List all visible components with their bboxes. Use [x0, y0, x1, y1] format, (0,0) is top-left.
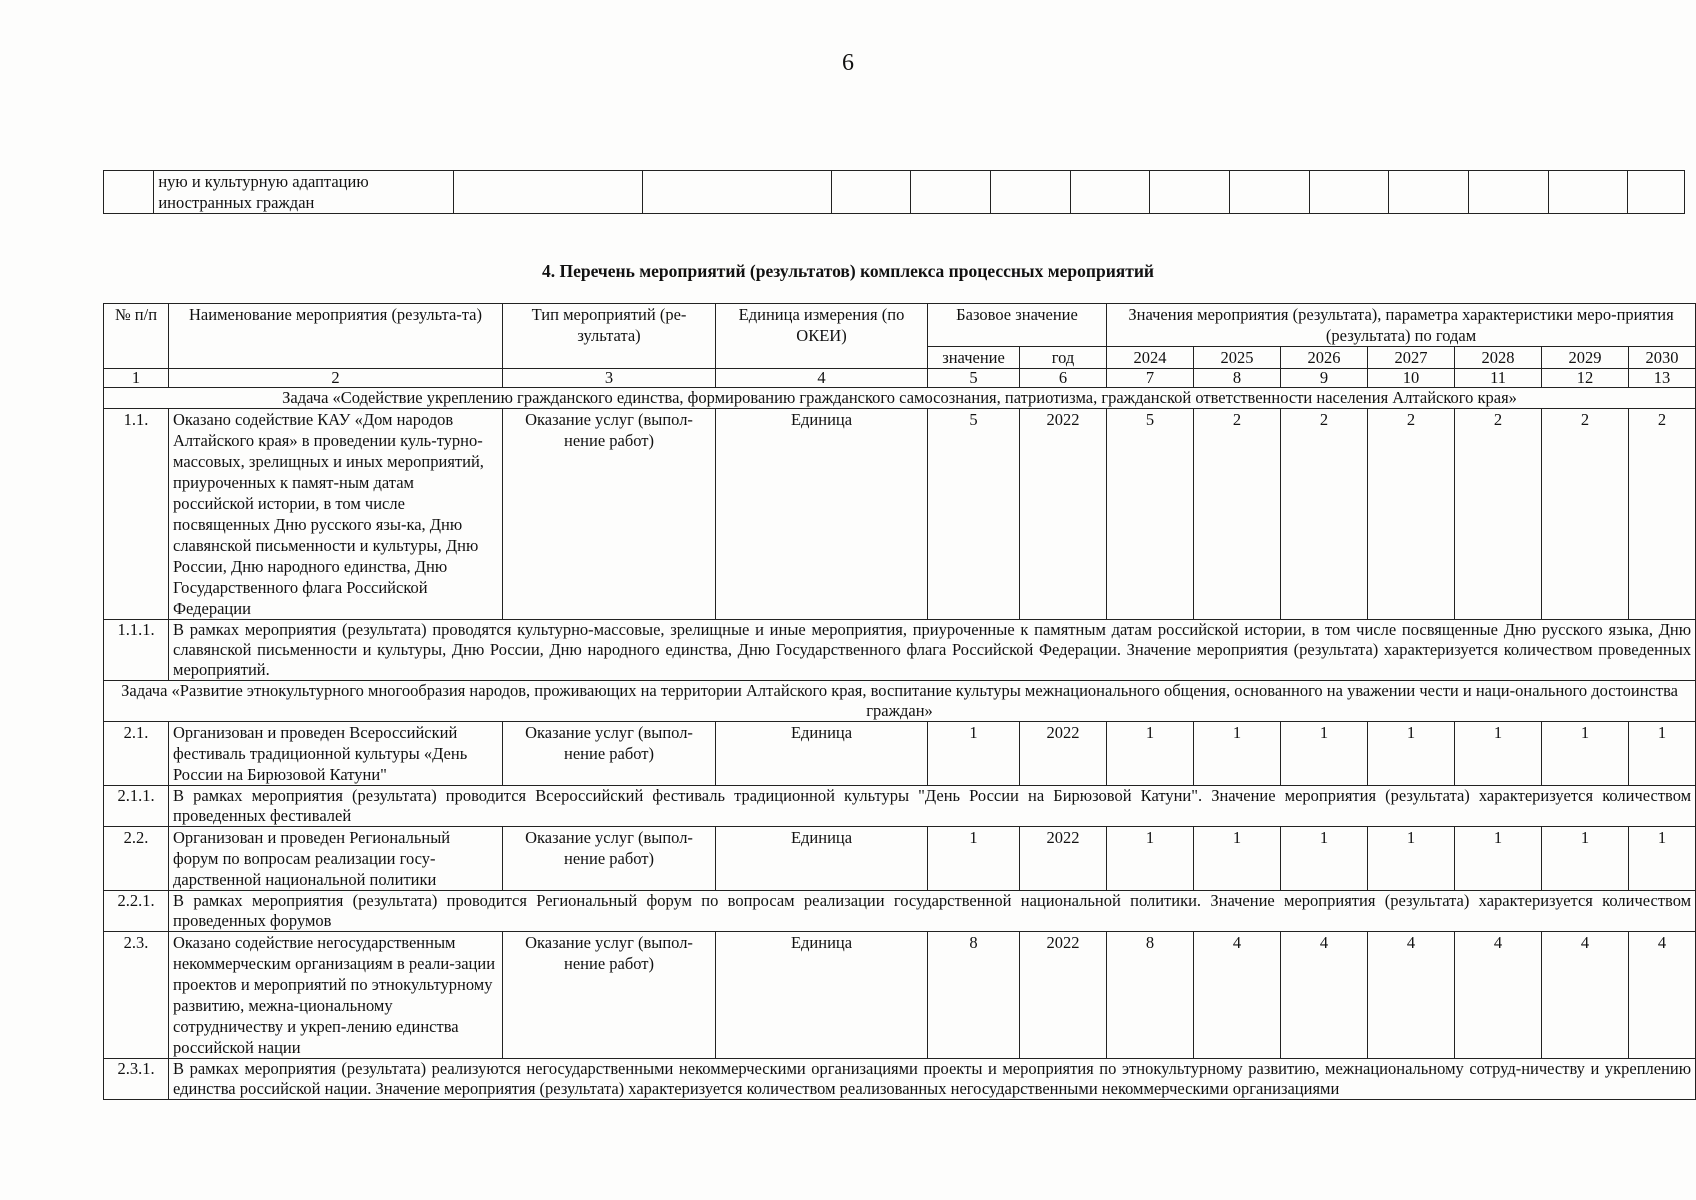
column-number: 2: [169, 369, 503, 388]
event-year-value: 1: [1281, 722, 1368, 786]
event-year-value: 1: [1455, 722, 1542, 786]
header-unit: Единица измерения (по ОКЕИ): [716, 304, 928, 369]
description-row: [104, 620, 1696, 681]
task-title: Задача «Развитие этнокультурного многообразия народов, проживающих на территории Алтайского края, воспитание культуры межнационального общения, основанного на уважении чести и наци-онального достоинства граждан»: [104, 681, 1696, 722]
event-year-value: 2: [1194, 409, 1281, 620]
column-number: 1: [104, 369, 169, 388]
column-number: 12: [1542, 369, 1629, 388]
event-base-value: 1: [928, 827, 1020, 891]
event-year-value: 1: [1629, 722, 1696, 786]
header-base-year: год: [1020, 347, 1107, 369]
event-base-value: 1: [928, 722, 1020, 786]
header-year: 2027: [1368, 347, 1455, 369]
column-number: 6: [1020, 369, 1107, 388]
description-row: [104, 786, 1696, 827]
event-year-value: 5: [1107, 409, 1194, 620]
event-year-value: 1: [1281, 827, 1368, 891]
event-year-value: 4: [1194, 932, 1281, 1059]
event-year-value: 1: [1107, 827, 1194, 891]
event-row: [104, 722, 1696, 786]
event-type: Оказание услуг (выпол-нение работ): [503, 827, 716, 891]
column-numbers-row: [104, 369, 1696, 388]
header-year: 2028: [1455, 347, 1542, 369]
description-text: В рамках мероприятия (результата) проводится Всероссийский фестиваль традиционной культуры "День России на Бирюзовой Катуни". Значение мероприятия (результата) характеризуется количеством проведенных фестивалей: [169, 786, 1696, 827]
event-year-value: 1: [1542, 827, 1629, 891]
event-unit: Единица: [716, 827, 928, 891]
event-type: Оказание услуг (выпол-нение работ): [503, 722, 716, 786]
column-number: 7: [1107, 369, 1194, 388]
event-year-value: 4: [1455, 932, 1542, 1059]
event-base-year: 2022: [1020, 409, 1107, 620]
event-base-year: 2022: [1020, 932, 1107, 1059]
column-number: 9: [1281, 369, 1368, 388]
event-num: 2.1.: [104, 722, 169, 786]
column-number: 3: [503, 369, 716, 388]
event-year-value: 2: [1455, 409, 1542, 620]
event-type: Оказание услуг (выпол-нение работ): [503, 409, 716, 620]
column-number: 5: [928, 369, 1020, 388]
header-type: Тип мероприятий (ре-зультата): [503, 304, 716, 369]
description-num: 1.1.1.: [104, 620, 169, 681]
description-num: 2.2.1.: [104, 891, 169, 932]
column-number: 10: [1368, 369, 1455, 388]
event-year-value: 4: [1368, 932, 1455, 1059]
description-row: [104, 1059, 1696, 1100]
section-title: 4. Перечень мероприятий (результатов) комплекса процессных мероприятий: [541, 261, 1155, 281]
header-year: 2024: [1107, 347, 1194, 369]
header-name: Наименование мероприятия (результа-та): [169, 304, 503, 369]
header-num: № п/п: [104, 304, 169, 369]
event-row: [104, 409, 1696, 620]
event-year-value: 4: [1629, 932, 1696, 1059]
column-number: 11: [1455, 369, 1542, 388]
description-text: В рамках мероприятия (результата) реализуются негосударственными некоммерческими организациями проекты и мероприятия по этнокультурному развитию, межнациональному сотруд-ничеству и укреплению единства российской нации. Значение мероприятия (результата) характеризуется количеством реализованных негосударственными некоммерческими организациями: [169, 1059, 1696, 1100]
column-number: 8: [1194, 369, 1281, 388]
task-row: [104, 681, 1696, 722]
event-unit: Единица: [716, 409, 928, 620]
event-base-value: 5: [928, 409, 1020, 620]
event-name: Организован и проведен Всероссийский фестиваль традиционной культуры «День России на Бирюзовой Катуни": [169, 722, 503, 786]
event-year-value: 1: [1455, 827, 1542, 891]
event-base-year: 2022: [1020, 722, 1107, 786]
event-year-value: 2: [1281, 409, 1368, 620]
event-year-value: 1: [1542, 722, 1629, 786]
event-type: Оказание услуг (выпол-нение работ): [503, 932, 716, 1059]
description-text: В рамках мероприятия (результата) проводится Региональный форум по вопросам реализации государственной национальной политики. Значение мероприятия (результата) характеризуется количеством проведенных форумов: [169, 891, 1696, 932]
header-year: 2029: [1542, 347, 1629, 369]
header-base-value: значение: [928, 347, 1020, 369]
column-number: 13: [1629, 369, 1696, 388]
event-name: Оказано содействие негосударственным некоммерческим организациям в реали-зации проектов и мероприятий по этнокультурному развитию, межна-циональному сотрудничеству и укреп-лению единства российской нации: [169, 932, 503, 1059]
event-year-value: 1: [1368, 827, 1455, 891]
description-row: [104, 891, 1696, 932]
header-year: 2025: [1194, 347, 1281, 369]
description-text: В рамках мероприятия (результата) проводятся культурно-массовые, зрелищные и иные мероприятия, приуроченные к памятным датам российской истории, в том числе посвященные Дню русского языка, Дню славянской письменности и культуры, Дню России, Дню народного единства, Дню Государственного флага Российской Федерации. Значение мероприятия (результата) характеризуется количеством проведенных мероприятий.: [169, 620, 1696, 681]
page-number: 6: [842, 50, 854, 76]
event-year-value: 2: [1368, 409, 1455, 620]
event-year-value: 8: [1107, 932, 1194, 1059]
event-year-value: 1: [1194, 827, 1281, 891]
continuation-row: [104, 171, 1685, 214]
event-unit: Единица: [716, 722, 928, 786]
continuation-table: [103, 170, 1685, 214]
task-title: Задача «Содействие укреплению гражданского единства, формированию гражданского самосознания, патриотизма, гражданской ответственности населения Алтайского края»: [104, 388, 1696, 409]
header-year: 2026: [1281, 347, 1368, 369]
event-year-value: 4: [1542, 932, 1629, 1059]
event-base-value: 8: [928, 932, 1020, 1059]
event-row: [104, 932, 1696, 1059]
column-number: 4: [716, 369, 928, 388]
continuation-name-cell: ную и культурную адаптацию иностранных граждан: [154, 171, 454, 214]
event-year-value: 2: [1629, 409, 1696, 620]
event-year-value: 1: [1194, 722, 1281, 786]
event-year-value: 4: [1281, 932, 1368, 1059]
event-year-value: 1: [1107, 722, 1194, 786]
event-year-value: 1: [1629, 827, 1696, 891]
event-year-value: 1: [1368, 722, 1455, 786]
description-num: 2.1.1.: [104, 786, 169, 827]
event-base-year: 2022: [1020, 827, 1107, 891]
event-unit: Единица: [716, 932, 928, 1059]
event-name: Оказано содействие КАУ «Дом народов Алтайского края» в проведении куль-турно-массовых, зрелищных и иных мероприятий, приуроченных к памят-ным датам российской истории, в том числе посвященных Дню русского язы-ка, Дню славянской письменности и культуры, Дню России, Дню народного единства, Дню Государственного флага Российской Федерации: [169, 409, 503, 620]
header-row: [104, 304, 1696, 347]
event-num: 2.3.: [104, 932, 169, 1059]
task-row: [104, 388, 1696, 409]
event-year-value: 2: [1542, 409, 1629, 620]
event-num: 2.2.: [104, 827, 169, 891]
header-values: Значения мероприятия (результата), параметра характеристики меро-приятия (результата) по годам: [1107, 304, 1696, 347]
events-table: [103, 303, 1696, 1100]
event-num: 1.1.: [104, 409, 169, 620]
description-num: 2.3.1.: [104, 1059, 169, 1100]
event-row: [104, 827, 1696, 891]
event-name: Организован и проведен Региональный форум по вопросам реализации госу-дарственной национальной политики: [169, 827, 503, 891]
header-base: Базовое значение: [928, 304, 1107, 347]
header-year: 2030: [1629, 347, 1696, 369]
